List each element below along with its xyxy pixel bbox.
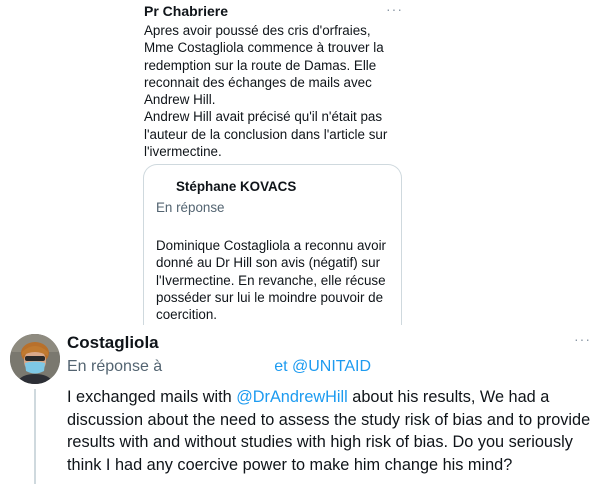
top-tweet-line: Mme Costagliola commence à trouver la [144, 40, 384, 56]
quoted-tweet-reply-label: En réponse [156, 200, 225, 215]
top-tweet-text [144, 22, 402, 160]
more-options-icon[interactable]: ··· [574, 331, 591, 347]
top-tweet-line: Apres avoir poussé des cris d'orfraies, [144, 23, 371, 38]
replying-to-label: En réponse à [67, 358, 163, 375]
quoted-tweet-author[interactable]: Stéphane KOVACS [176, 179, 297, 194]
quoted-tweet-line: posséder sur lui le moindre pouvoir de [156, 289, 384, 305]
top-tweet-line: Andrew Hill. [144, 92, 216, 108]
quoted-tweet-line: l'Ivermectine. En revanche, elle récuse [156, 272, 386, 288]
top-tweet-line: reconnait des échanges de mails avec [144, 74, 372, 90]
top-tweet-line: l'ivermectine. [144, 144, 222, 160]
more-options-icon[interactable]: ··· [386, 1, 403, 17]
top-tweet-line: l'auteur de la conclusion dans l'article sur [144, 126, 388, 142]
reply-text-part: I exchanged mails with [67, 388, 237, 406]
quoted-tweet-card[interactable] [143, 164, 402, 334]
quoted-tweet-line: coercition. [156, 307, 218, 323]
avatar[interactable] [10, 334, 60, 384]
replying-to-line [67, 358, 587, 376]
top-tweet-line: Andrew Hill avait précisé qu'il n'était pas [144, 109, 383, 125]
top-tweet-line: redemption sur la route de Damas. Elle [144, 57, 377, 73]
quoted-tweet-line: Dominique Costagliola a reconnu avoir [156, 238, 387, 253]
avatar-photo-icon [10, 334, 60, 384]
mention-link-drandrewhill[interactable]: @DrAndrewHill [236, 388, 348, 406]
quoted-tweet-text [156, 237, 394, 323]
reply-tweet-text [67, 386, 595, 476]
mention-link-unitaid[interactable]: @UNITAID [291, 358, 372, 375]
top-tweet-author[interactable]: Pr Chabriere [144, 3, 229, 19]
reply-text-part: about his results, We had a discussion about the need to assess the study risk of bias and to provide results with and without studies with high risk of bias. Do you seriously think I had any coercive power to make him change his mind? [67, 388, 591, 474]
thread-connector-line [34, 389, 36, 484]
reply-tweet [0, 325, 600, 484]
quoted-tweet-line: donné au Dr Hill son avis (négatif) sur [156, 255, 381, 271]
reply-tweet-author[interactable]: Costagliola [67, 333, 159, 352]
replying-to-and: et [274, 358, 288, 375]
